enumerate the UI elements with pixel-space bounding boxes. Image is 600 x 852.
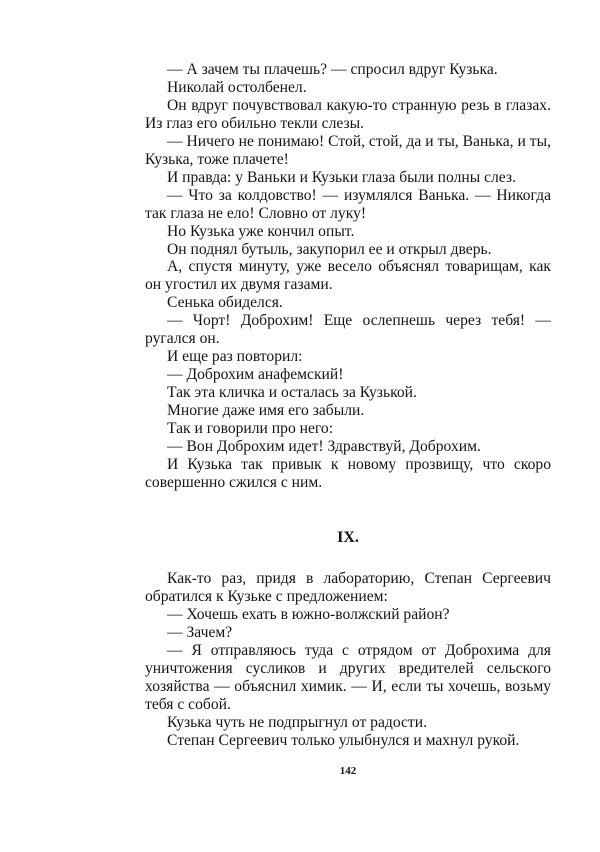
- text-section-top: [145, 61, 551, 492]
- paragraph: Так эта кличка и осталась за Кузькой.: [167, 384, 417, 402]
- paragraph: — Я отправляюсь туда с отрядом от Доброхима для уничтожения сусликов и других вредителей сельского хозяйства — объяснил химик. — И, если ты хочешь, возьму тебя с собой.: [145, 641, 551, 713]
- paragraph: Многие даже имя его забыли.: [167, 402, 365, 420]
- paragraph: Кузька чуть не подпрыгнул от радости.: [167, 713, 427, 731]
- page-number: 142: [339, 765, 357, 777]
- paragraph: Он поднял бутыль, закупорил ее и открыл дверь.: [167, 240, 492, 258]
- paragraph: Так и говорили про него:: [167, 420, 334, 438]
- paragraph: Николай остолбенел.: [167, 78, 307, 96]
- paragraph: И Кузька так привык к новому прозвищу, что скоро совершенно сжился с ним.: [145, 455, 551, 491]
- paragraph: Он вдруг почувствовал какую-то странную резь в глазах. Из глаз его обильно текли слезы.: [145, 96, 551, 132]
- paragraph: И еще раз повторил:: [167, 348, 303, 366]
- paragraph: А, спустя минуту, уже весело объяснял товарищам, как он угостил их двумя газами.: [145, 258, 551, 294]
- paragraph: Сенька обиделся.: [167, 294, 283, 312]
- paragraph: Степан Сергеевич только улыбнулся и махнул рукой.: [167, 731, 520, 749]
- paragraph: — Ничего не понимаю! Стой, стой, да и ты, Ванька, и ты, Кузька, тоже плачете!: [145, 132, 551, 168]
- paragraph: — Доброхим анафемский!: [167, 366, 344, 384]
- paragraph: — Чорт! Доброхим! Еще ослепнешь через тебя! — ругался он.: [145, 312, 551, 348]
- paragraph: — Вон Доброхим идет! Здравствуй, Доброхим.: [167, 438, 481, 456]
- paragraph: — Что за колдовство! — изумлялся Ванька. — Никогда так глаза не ело! Словно от луку!: [145, 186, 551, 222]
- text-section-bottom: [145, 570, 551, 750]
- paragraph: И правда: у Ваньки и Кузьки глаза были полны слез.: [167, 168, 516, 186]
- paragraph: Как-то раз, придя в лабораторию, Степан Сергеевич обратился к Кузьке с предложением:: [145, 570, 551, 605]
- chapter-heading: IX.: [337, 529, 359, 546]
- paragraph: — Хочешь ехать в южно-волжский район?: [167, 605, 450, 623]
- paragraph: — Зачем?: [167, 623, 233, 641]
- paragraph: Но Кузька уже кончил опыт.: [167, 222, 355, 240]
- paragraph: — А зачем ты плачешь? — спросил вдруг Кузька.: [167, 61, 498, 78]
